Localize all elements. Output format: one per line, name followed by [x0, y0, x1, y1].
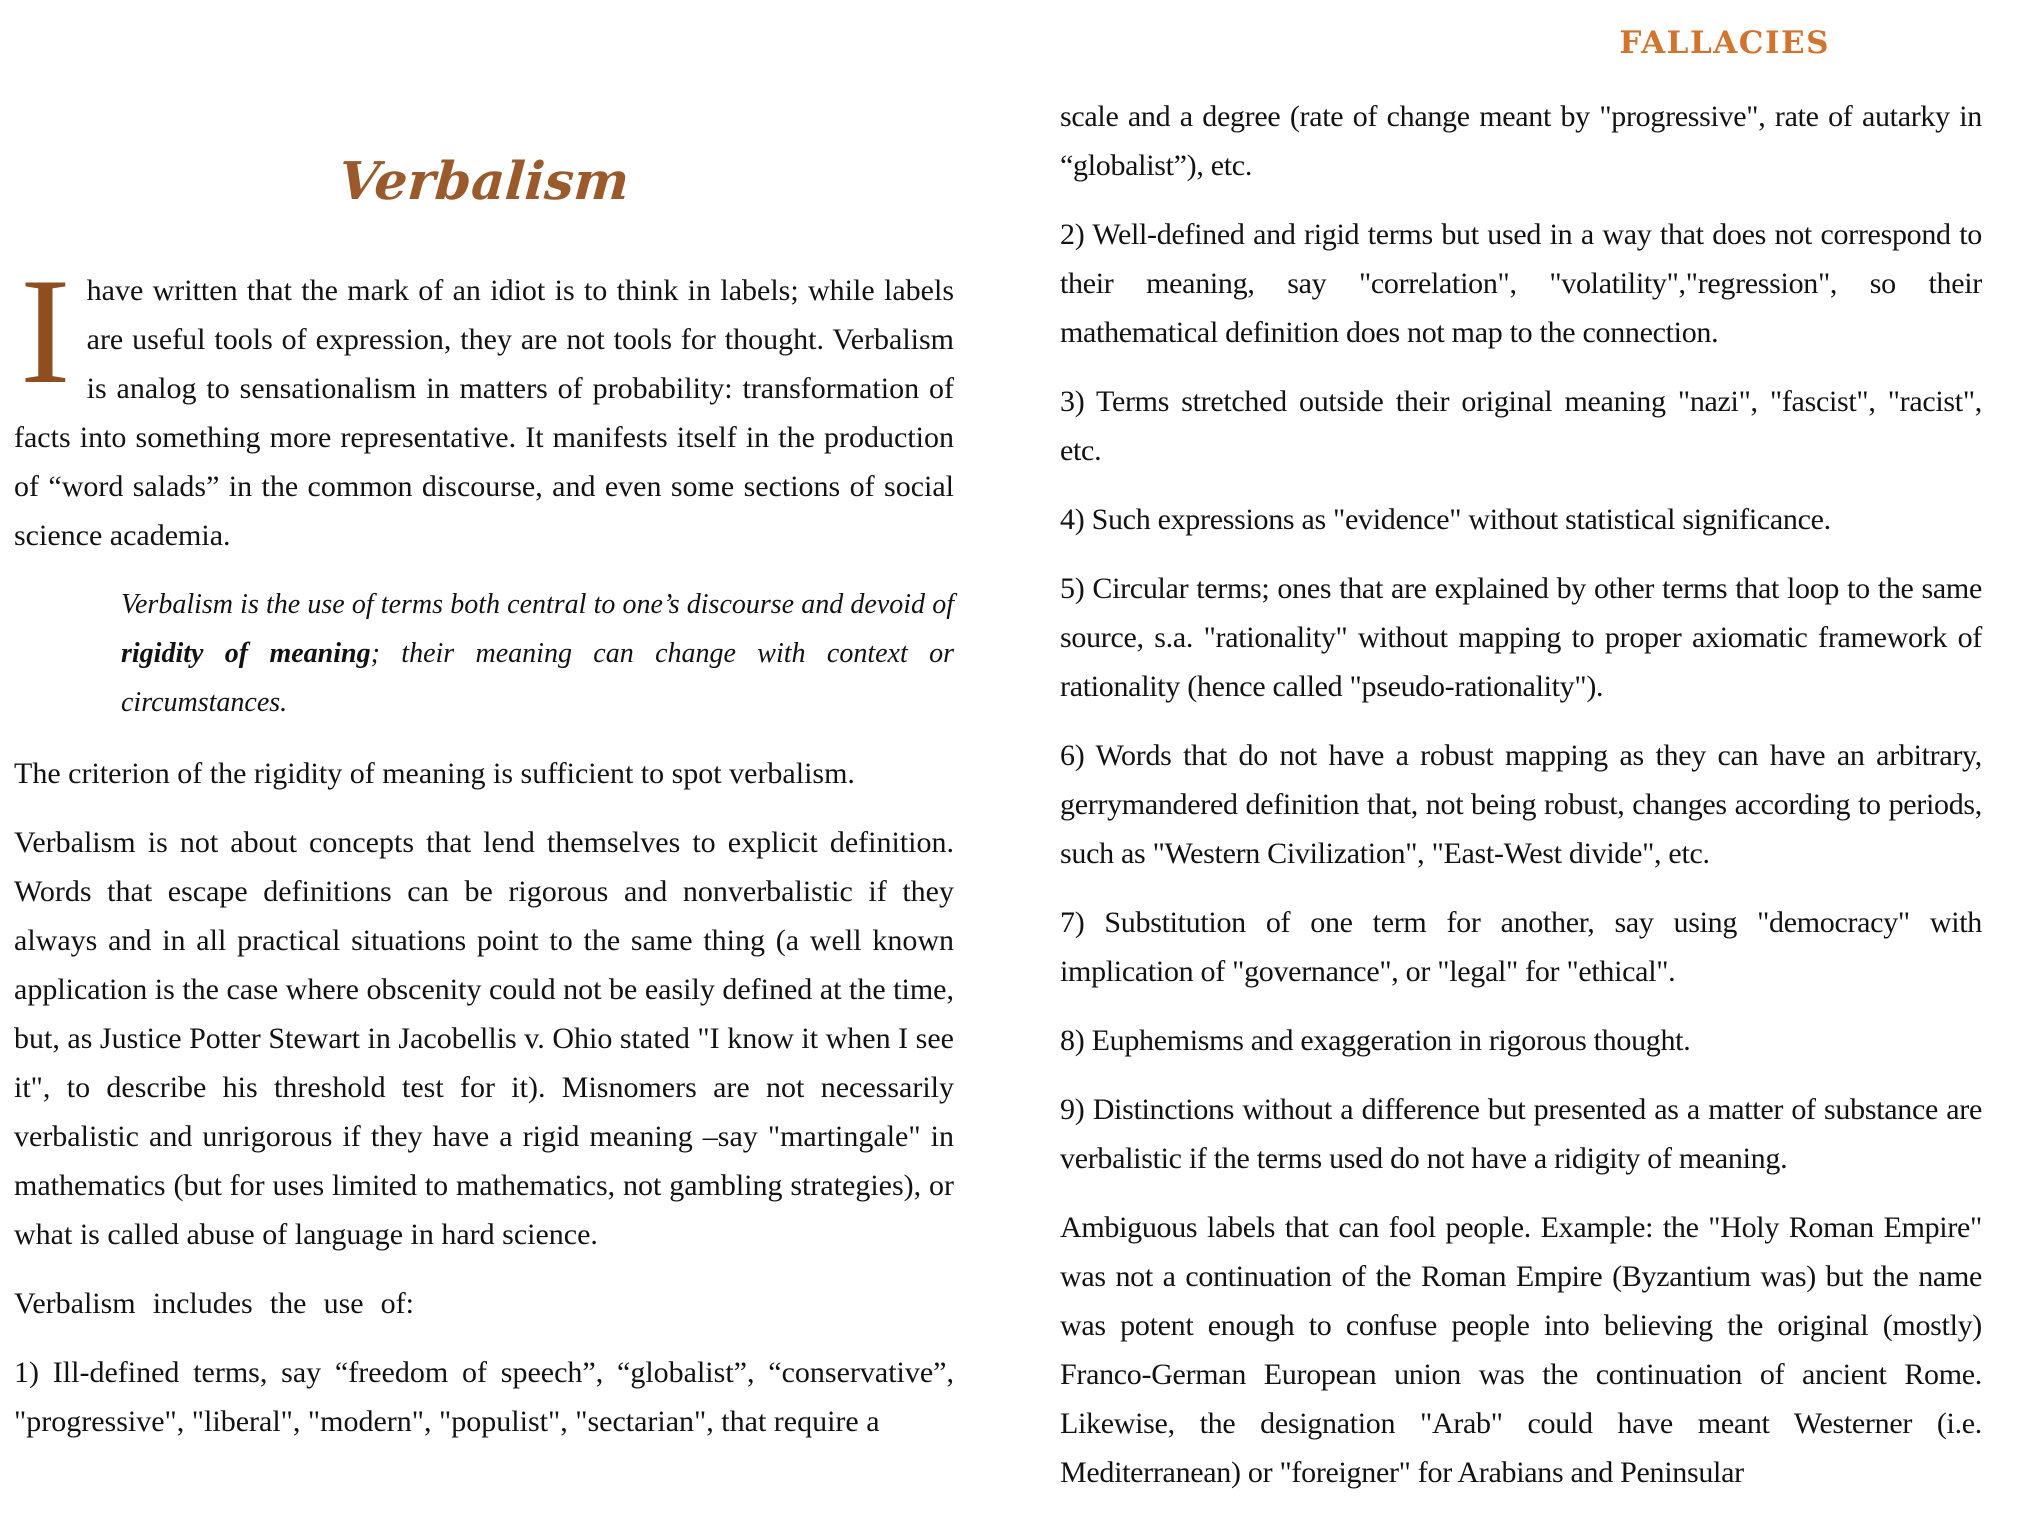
blockquote-text-before: Verbalism is the use of terms both central to one’s discourse and devoid of: [121, 589, 954, 620]
list-item-3: 3) Terms stretched outside their original meaning "nazi", "fascist", "racist", etc.: [1060, 385, 1982, 467]
list-item-6: 6) Words that do not have a robust mapping as they can have an arbitrary, gerrymandered definition that, not being robust, changes according to periods, such as "Western Civilization", "East-West divide", etc.: [1060, 739, 1982, 870]
blockquote-bold-phrase: rigidity of meaning: [121, 638, 371, 669]
chapter-title: Verbalism: [336, 151, 632, 212]
includes-line: Verbalism includes the use of:: [14, 1287, 414, 1320]
list-item-5: 5) Circular terms; ones that are explained by other terms that loop to the same source, s.a. "rationality" without mapping to proper axiomatic framework of rationality (hence called "pseudo-rationality").: [1060, 572, 1982, 703]
dropcap-letter: I: [20, 247, 71, 415]
blockquote-text-after: ; their meaning can change with context or circumstances.: [121, 638, 954, 718]
list-item-9: 9) Distinctions without a difference but presented as a matter of substance are verbalistic if the terms used do not have a ridigity of meaning.: [1060, 1093, 1982, 1175]
running-header-fallacies: FALLACIES: [1619, 25, 1830, 61]
intro-paragraph: [14, 247, 954, 560]
list-item-4: 4) Such expressions as "evidence" without statistical significance.: [1060, 503, 1831, 536]
list-item-2: 2) Well-defined and rigid terms but used in a way that does not correspond to their meaning, say "correlation", "volatility","regression", so their mathematical definition does not map to the connection.: [1060, 218, 1982, 349]
not-about-paragraph: Verbalism is not about concepts that lend themselves to explicit definition. Words that escape definitions can be rigorous and nonverbalistic if they always and in all practical situations point to the same thing (a well known application is the case where obscenity could not be easily defined at the time, but, as Justice Potter Stewart in Jacobellis v. Ohio stated "I know it when I see it", to describe his threshold test for it). Misnomers are not necessarily verbalistic and unrigorous if they have a rigid meaning –say "martingale" in mathematics (but for uses limited to mathematics, not gambling strategies), or what is called abuse of language in hard science.: [14, 826, 954, 1251]
criterion-paragraph: The criterion of the rigidity of meaning is sufficient to spot verbalism.: [14, 757, 855, 790]
right-column: [1060, 0, 1982, 1538]
continuation-paragraph: scale and a degree (rate of change meant by "progressive", rate of autarky in “globalist”), etc.: [1060, 100, 1982, 182]
list-item-1: 1) Ill-defined terms, say “freedom of speech”, “globalist”, “conservative”, "progressive", "liberal", "modern", "populist", "sectarian", that require a: [14, 1356, 954, 1438]
list-item-7: 7) Substitution of one term for another, say using "democracy" with implication of "governance", or "legal" for "ethical".: [1060, 906, 1982, 988]
ambiguous-labels-paragraph: Ambiguous labels that can fool people. Example: the "Holy Roman Empire" was not a continuation of the Roman Empire (Byzantium was) but the name was potent enough to confuse people into believing the original (mostly) Franco-German European union was the continuation of ancient Rome. Likewise, the designation "Arab" could have meant Westerner (i.e. Mediterranean) or "foreigner" for Arabians and Peninsular: [1060, 1211, 1982, 1489]
list-item-8: 8) Euphemisms and exaggeration in rigorous thought.: [1060, 1024, 1691, 1057]
left-column: [14, 0, 954, 1538]
definition-blockquote: [121, 580, 954, 727]
intro-paragraph-text: have written that the mark of an idiot is to think in labels; while labels are useful tools of expression, they are not tools for thought. Verbalism is analog to sensationalism in matters of probability: transformation of facts into something more representative. It manifests itself in the production of “word salads” in the common discourse, and even some sections of social science academia.: [14, 274, 954, 552]
